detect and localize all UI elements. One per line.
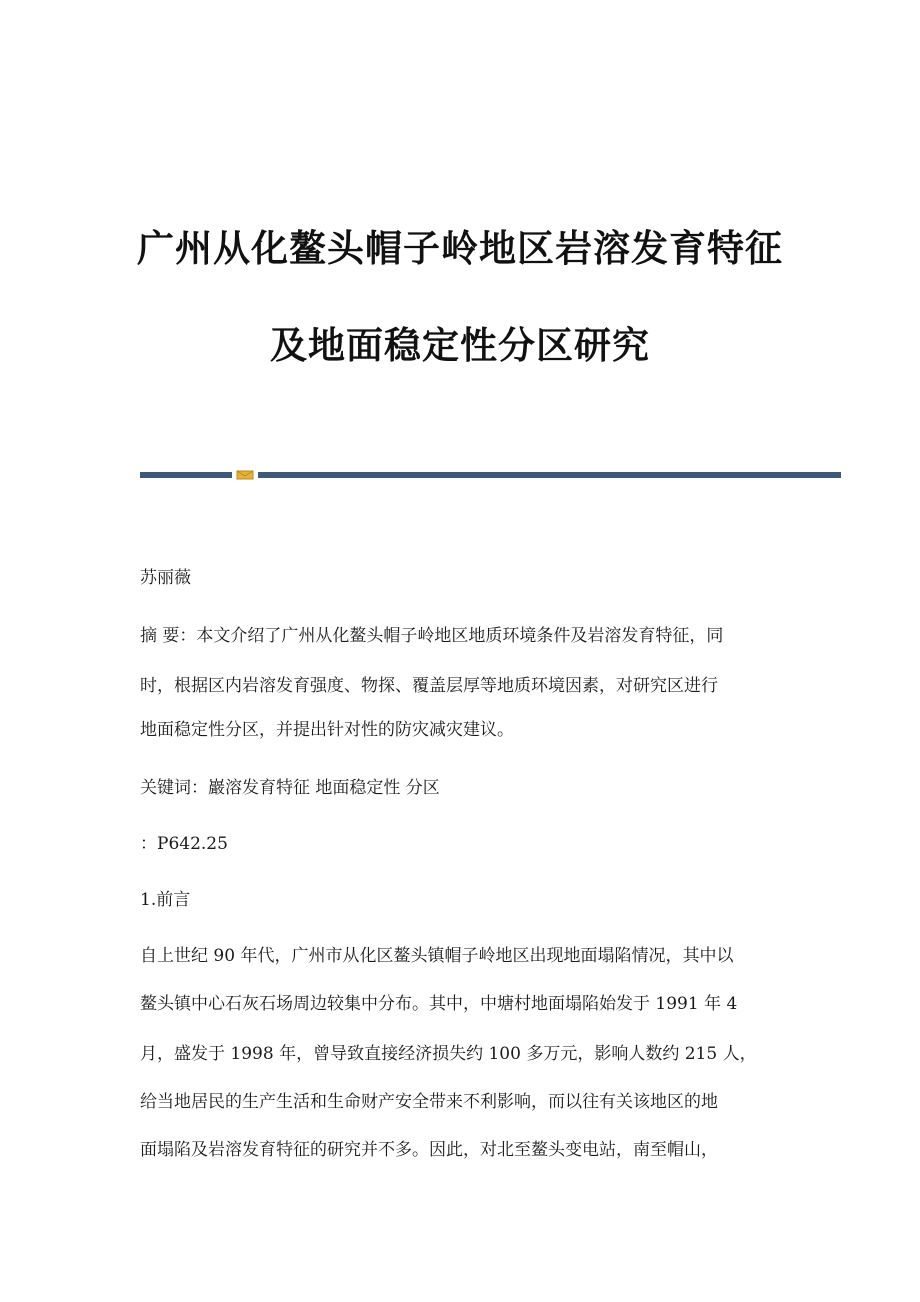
intro-line-1: 自上世纪 90 年代，广州市从化区鳌头镇帽子岭地区出现地面塌陷情况，其中以 (140, 946, 734, 966)
section-heading: 1.前言 (140, 890, 191, 910)
divider-bar-left (140, 472, 232, 478)
abstract-line-2: 时，根据区内岩溶发育强度、物探、覆盖层厚等地质环境因素，对研究区进行 (140, 676, 718, 696)
divider-bar-right (258, 472, 841, 478)
intro-line-2: 鳌头镇中心石灰石场周边较集中分布。其中，中塘村地面塌陷始发于 1991 年 4 (140, 994, 738, 1014)
intro-line-3: 月，盛发于 1998 年，曾导致直接经济损失约 100 多万元，影响人数约 215 人， (140, 1044, 757, 1064)
classification-number: ：P642.25 (140, 834, 228, 854)
divider-ornament-icon (236, 470, 254, 480)
title-divider (140, 470, 841, 480)
author-name: 苏丽薇 (140, 568, 191, 588)
abstract-line-3: 地面稳定性分区，并提出针对性的防灾减灾建议。 (140, 720, 514, 740)
document-title-line-1: 广州从化鳌头帽子岭地区岩溶发育特征 (137, 227, 783, 270)
document-title-line-2: 及地面稳定性分区研究 (270, 324, 650, 367)
abstract-line-1: 摘 要：本文介绍了广州从化鳌头帽子岭地区地质环境条件及岩溶发育特征，同 (140, 626, 724, 646)
intro-line-4: 给当地居民的生产生活和生命财产安全带来不利影响，而以往有关该地区的地 (140, 1092, 718, 1112)
keywords: 关键词：巖溶发育特征 地面稳定性 分区 (140, 778, 440, 798)
intro-line-5: 面塌陷及岩溶发育特征的研究并不多。因此，对北至鳌头变电站，南至帽山， (140, 1140, 718, 1160)
